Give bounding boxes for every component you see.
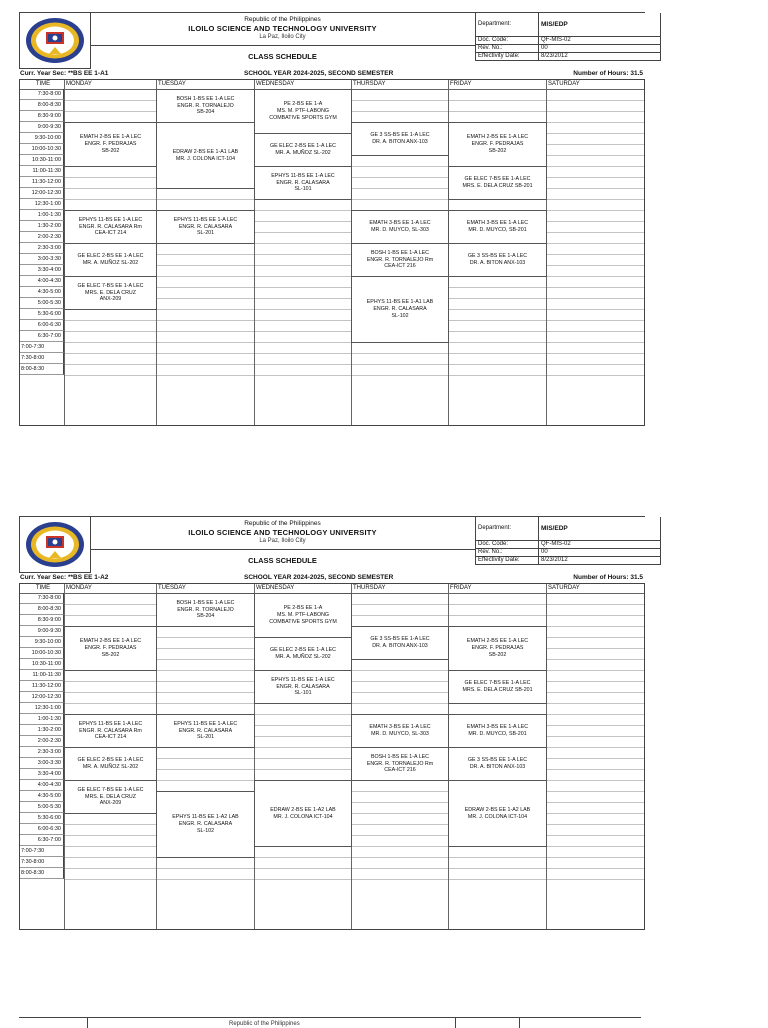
class-subject: BOSH 1-BS EE 1-A LEC <box>176 95 235 102</box>
time-slot-label: 12:30-1:00 <box>20 199 64 210</box>
time-slot-label: 1:00-1:30 <box>20 210 64 221</box>
class-block <box>351 626 449 660</box>
school-year-label: SCHOOL YEAR 2024-2025, SECOND SEMESTER <box>244 574 394 581</box>
time-slot-label: 7:30-8:00 <box>20 857 64 868</box>
schedule-grid <box>19 583 645 930</box>
class-block <box>64 626 157 671</box>
day-header: TIME <box>35 585 51 591</box>
meta-value: MIS/EDP <box>539 13 661 37</box>
class-subject: GE 3 SS-BS EE 1-A LEC <box>467 757 528 764</box>
class-subject: GE 3 SS-BS EE 1-A LEC <box>467 253 528 260</box>
class-subject: GE ELEC 2-BS EE 1-A LEC <box>270 143 336 150</box>
class-block <box>351 210 449 244</box>
time-slot-label: 10:30-11:00 <box>20 155 64 166</box>
class-block <box>448 122 547 167</box>
class-detail: COMBATIVE SPORTS GYM <box>269 114 337 121</box>
class-subject: EDRAW 2-BS EE 1-A2 LAB <box>464 806 531 813</box>
class-subject: EMATH 2-BS EE 1-A LEC <box>466 134 529 141</box>
class-block <box>64 747 157 781</box>
time-slot-label: 9:30-10:00 <box>20 133 64 144</box>
class-subject: GE ELEC 2-BS EE 1-A LEC <box>270 647 336 654</box>
class-subject: EMATH 3-BS EE 1-A LEC <box>369 724 431 731</box>
republic-label: Republic of the Philippines <box>244 520 321 527</box>
class-block <box>448 714 547 748</box>
time-slot-label: 3:00-3:30 <box>20 758 64 769</box>
class-subject: EPHYS 11-BS EE 1-A1 LAB <box>366 299 434 306</box>
time-slot-label: 6:30-7:00 <box>20 835 64 846</box>
document-title: CLASS SCHEDULE <box>90 45 475 68</box>
class-schedule-sheet <box>19 516 645 930</box>
meta-value: MIS/EDP <box>539 517 661 541</box>
class-detail: MS. M. PTF-LABONG <box>276 108 330 115</box>
time-slot-label: 4:30-5:00 <box>20 287 64 298</box>
university-city: La Paz, Iloilo City <box>259 34 306 40</box>
class-block <box>64 210 157 244</box>
class-detail: ENGR. F. PEDRAJAS <box>84 645 137 652</box>
class-detail: ENGR. R. CALASARA <box>276 179 330 186</box>
class-detail: CEA-ICT 214 <box>94 230 127 237</box>
time-slot-label: 5:00-5:30 <box>20 802 64 813</box>
class-block <box>156 791 255 858</box>
class-block <box>448 670 547 704</box>
hours-label: Number of Hours: 31.5 <box>573 574 643 581</box>
class-subject: EMATH 3-BS EE 1-A LEC <box>466 220 529 227</box>
time-slot-label: 2:00-2:30 <box>20 232 64 243</box>
time-slot-label: 7:30-8:00 <box>20 353 64 364</box>
class-detail: MS. M. PTF-LABONG <box>276 612 330 619</box>
class-detail: MRS. E. DELA CRUZ <box>85 289 136 296</box>
class-subject: GE ELEC 7-BS EE 1-A LEC <box>464 680 531 687</box>
time-slot-label: 5:30-6:00 <box>20 309 64 320</box>
time-slot-label: 9:00-9:30 <box>20 122 64 133</box>
time-slot-label: 8:00-8:30 <box>20 604 64 615</box>
class-detail: ENGR. R. TORNALEJO <box>177 102 234 109</box>
class-subject: PE 2-BS EE 1-A <box>283 605 323 612</box>
class-detail: ENGR. R. CALASARA <box>178 223 233 230</box>
republic-label: Republic of the Philippines <box>244 16 321 23</box>
time-slot-label: 6:00-6:30 <box>20 824 64 835</box>
class-detail: MRS. E. DELA CRUZ SB-201 <box>462 183 533 189</box>
class-block <box>351 714 449 748</box>
time-slot-label: 1:30-2:00 <box>20 221 64 232</box>
time-slot-label: 8:00-8:30 <box>20 364 64 375</box>
time-slot-label: 12:00-12:30 <box>20 692 64 703</box>
class-detail: DR. A. BITON ANX-103 <box>372 643 428 649</box>
class-block <box>448 780 547 847</box>
time-slot-label: 1:00-1:30 <box>20 714 64 725</box>
school-year-label: SCHOOL YEAR 2024-2025, SECOND SEMESTER <box>244 70 394 77</box>
time-slot-label: 8:30-9:00 <box>20 111 64 122</box>
class-block <box>64 122 157 167</box>
class-block <box>64 714 157 748</box>
time-slot-label: 7:00-7:30 <box>20 846 64 857</box>
class-detail: CEA-ICT 214 <box>94 734 127 741</box>
class-detail: SL-102 <box>196 827 215 834</box>
class-subject: BOSH 1-BS EE 1-A LEC <box>371 753 429 760</box>
meta-value: QF-MIS-02 <box>539 541 661 549</box>
meta-label: Doc. Code: <box>476 541 539 549</box>
day-header: MONDAY <box>66 585 92 591</box>
time-slot-label: 4:30-5:00 <box>20 791 64 802</box>
time-slot-label: 7:00-7:30 <box>20 342 64 353</box>
class-detail: MR. D. MUYCO, SL-303 <box>371 227 429 233</box>
class-detail: SL-201 <box>196 230 215 237</box>
class-block <box>351 122 449 156</box>
day-header: TIME <box>35 81 51 87</box>
class-subject: EMATH 2-BS EE 1-A LEC <box>79 638 142 645</box>
class-subject: GE ELEC 2-BS EE 1-A LEC <box>77 253 144 260</box>
class-block <box>448 166 547 200</box>
class-subject: EMATH 3-BS EE 1-A LEC <box>466 724 529 731</box>
document-header <box>19 516 645 573</box>
class-detail: SL-201 <box>196 734 215 741</box>
time-slot-label: 3:30-4:00 <box>20 265 64 276</box>
class-subject: PE 2-BS EE 1-A <box>283 101 323 108</box>
time-slot-label: 8:30-9:00 <box>20 615 64 626</box>
time-slot-label: 1:30-2:00 <box>20 725 64 736</box>
class-block <box>254 670 352 704</box>
class-block <box>254 89 352 134</box>
class-detail: ENGR. F. PEDRAJAS <box>471 645 524 652</box>
class-block <box>351 243 449 277</box>
class-subject: EDRAW 2-BS EE 1-A1 LAB <box>172 148 239 155</box>
next-sheet-header-partial <box>19 1017 641 1028</box>
time-slot-label: 10:00-10:30 <box>20 648 64 659</box>
hours-label: Number of Hours: 31.5 <box>573 70 643 77</box>
time-slot-label: 3:30-4:00 <box>20 769 64 780</box>
meta-label: Effectivity Date: <box>476 557 539 565</box>
header-center <box>90 517 475 572</box>
class-detail: DR. A. BITON ANX-103 <box>469 764 526 770</box>
meta-value: 8/23/2012 <box>539 53 661 61</box>
meta-label: Department: <box>476 517 539 541</box>
time-slot-label: 7:30-8:00 <box>20 89 64 100</box>
class-detail: CEA-ICT 216 <box>384 767 416 774</box>
class-detail: MR. A. MUÑOZ SL-202 <box>275 150 331 156</box>
class-subject: EPHYS 11-BS EE 1-A2 LAB <box>172 814 239 821</box>
class-subject: EPHYS 11-BS EE 1-A LEC <box>78 216 143 223</box>
class-detail: ENGR. R. TORNALEJO Rm <box>366 760 434 767</box>
class-detail: SB-202 <box>101 651 120 658</box>
class-subject: EMATH 3-BS EE 1-A LEC <box>369 220 431 227</box>
class-block <box>351 276 449 343</box>
class-block <box>64 276 157 310</box>
section-label: Curr. Year Sec: **BS EE 1-A2 <box>20 574 109 581</box>
meta-value: QF-MIS-02 <box>539 37 661 45</box>
day-header: FRIDAY <box>450 81 472 87</box>
class-detail: SB-202 <box>101 147 120 154</box>
class-detail: SB-202 <box>488 147 507 154</box>
class-detail: COMBATIVE SPORTS GYM <box>269 618 337 625</box>
university-seal-logo <box>20 517 91 573</box>
class-detail: ENGR. R. TORNALEJO <box>177 606 234 613</box>
class-block <box>156 210 255 244</box>
class-subject: EPHYS 11-BS EE 1-A LEC <box>271 172 335 179</box>
university-city: La Paz, Iloilo City <box>259 538 306 544</box>
class-subject: BOSH 1-BS EE 1-A LEC <box>371 249 429 256</box>
class-subject: GE ELEC 7-BS EE 1-A LEC <box>464 176 531 183</box>
class-block <box>156 89 255 123</box>
time-slot-label: 2:00-2:30 <box>20 736 64 747</box>
class-block <box>64 243 157 277</box>
time-slot-label: 8:00-8:30 <box>20 868 64 879</box>
class-block <box>254 593 352 638</box>
class-subject: EPHYS 11-BS EE 1-A LEC <box>78 720 143 727</box>
document-meta-table <box>475 13 661 61</box>
meta-label: Doc. Code: <box>476 37 539 45</box>
time-slot-label: 10:00-10:30 <box>20 144 64 155</box>
class-detail: ENGR. R. CALASARA <box>276 683 330 690</box>
meta-value: 00 <box>539 45 661 53</box>
meta-label: Effectivity Date: <box>476 53 539 61</box>
class-detail: DR. A. BITON ANX-103 <box>372 139 428 145</box>
class-detail: MR. A. MUÑOZ SL-202 <box>82 260 139 266</box>
class-subject: BOSH 1-BS EE 1-A LEC <box>176 599 235 606</box>
meta-label: Department: <box>476 13 539 37</box>
university-seal-logo <box>20 13 91 69</box>
class-detail: MR. D. MUYCO, SB-201 <box>468 227 527 233</box>
class-detail: MR. D. MUYCO, SL-303 <box>371 731 429 737</box>
class-detail: MR. A. MUÑOZ SL-202 <box>275 654 331 660</box>
day-header: TUESDAY <box>158 585 186 591</box>
time-slot-label: 8:00-8:30 <box>20 100 64 111</box>
meta-label: Rev. No.: <box>476 45 539 53</box>
document-title: CLASS SCHEDULE <box>90 549 475 572</box>
class-subject: GE 3 SS-BS EE 1-A LEC <box>370 636 430 643</box>
document-header <box>19 12 645 69</box>
time-slot-label: 5:30-6:00 <box>20 813 64 824</box>
time-slot-label: 6:30-7:00 <box>20 331 64 342</box>
time-slot-label: 9:00-9:30 <box>20 626 64 637</box>
class-block <box>351 747 449 781</box>
class-subject: GE ELEC 7-BS EE 1-A LEC <box>77 282 144 289</box>
class-schedule-sheet <box>19 12 645 426</box>
section-info-row <box>19 573 645 583</box>
day-header: THURSDAY <box>353 585 386 591</box>
class-subject: EMATH 2-BS EE 1-A LEC <box>466 638 529 645</box>
meta-label: Rev. No.: <box>476 549 539 557</box>
class-detail: ENGR. R. CALASARA Rm <box>79 223 142 230</box>
class-detail: SL-101 <box>294 186 312 193</box>
class-detail: SL-101 <box>294 690 312 697</box>
class-block <box>448 626 547 671</box>
day-header: MONDAY <box>66 81 92 87</box>
class-subject: EPHYS 11-BS EE 1-A LEC <box>173 720 238 727</box>
class-subject: EDRAW 2-BS EE 1-A2 LAB <box>270 806 336 813</box>
class-detail: MR. J. COLONA ICT-104 <box>273 813 333 820</box>
day-header: WEDNESDAY <box>256 81 295 87</box>
class-detail: DR. A. BITON ANX-103 <box>469 260 526 266</box>
schedule-grid <box>19 79 645 426</box>
class-block <box>156 593 255 627</box>
time-slot-label: 4:00-4:30 <box>20 276 64 287</box>
class-block <box>156 122 255 189</box>
class-detail: ENGR. F. PEDRAJAS <box>84 141 137 148</box>
class-block <box>254 637 352 671</box>
time-slot-label: 5:00-5:30 <box>20 298 64 309</box>
republic-label: Republic of the Philippines <box>229 1021 300 1027</box>
day-header: SATURDAY <box>548 81 580 87</box>
day-header: THURSDAY <box>353 81 386 87</box>
time-slot-label: 11:00-11:30 <box>20 166 64 177</box>
time-slot-label: 10:30-11:00 <box>20 659 64 670</box>
class-subject: EMATH 2-BS EE 1-A LEC <box>79 134 142 141</box>
class-subject: EPHYS 11-BS EE 1-A LEC <box>271 676 335 683</box>
class-subject: GE ELEC 7-BS EE 1-A LEC <box>77 786 144 793</box>
time-slot-label: 12:00-12:30 <box>20 188 64 199</box>
class-detail: ENGR. R. TORNALEJO Rm <box>366 256 434 263</box>
class-detail: MR. A. MUÑOZ SL-202 <box>82 764 139 770</box>
class-block <box>64 780 157 814</box>
university-name: ILOILO SCIENCE AND TECHNOLOGY UNIVERSITY <box>188 528 377 537</box>
time-slot-label: 11:30-12:00 <box>20 681 64 692</box>
class-detail: ENGR. R. CALASARA <box>178 821 233 828</box>
time-slot-label: 7:30-8:00 <box>20 593 64 604</box>
section-label: Curr. Year Sec: **BS EE 1-A1 <box>20 70 109 77</box>
meta-value: 00 <box>539 549 661 557</box>
university-name: ILOILO SCIENCE AND TECHNOLOGY UNIVERSITY <box>188 24 377 33</box>
class-detail: CEA-ICT 216 <box>384 263 416 270</box>
class-block <box>254 133 352 167</box>
day-header: SATURDAY <box>548 585 580 591</box>
header-center <box>90 13 475 68</box>
class-subject: GE ELEC 2-BS EE 1-A LEC <box>77 757 144 764</box>
document-meta-table <box>475 517 661 565</box>
class-detail: ANX-209 <box>99 296 122 303</box>
class-block <box>254 166 352 200</box>
day-header: FRIDAY <box>450 585 472 591</box>
time-slot-label: 9:30-10:00 <box>20 637 64 648</box>
section-info-row <box>19 69 645 79</box>
class-subject: EPHYS 11-BS EE 1-A LEC <box>173 216 238 223</box>
class-detail: SB-202 <box>488 651 507 658</box>
class-block <box>448 243 547 277</box>
class-detail: MR. J. COLONA ICT-104 <box>467 813 528 820</box>
time-slot-label: 11:30-12:00 <box>20 177 64 188</box>
class-detail: SL-102 <box>391 312 409 319</box>
class-block <box>254 780 352 847</box>
class-block <box>448 747 547 781</box>
class-detail: MR. J. COLONA ICT-104 <box>175 155 236 162</box>
time-slot-label: 6:00-6:30 <box>20 320 64 331</box>
day-header: WEDNESDAY <box>256 585 295 591</box>
class-detail: ANX-209 <box>99 800 122 807</box>
class-detail: MRS. E. DELA CRUZ <box>85 793 136 800</box>
meta-value: 8/23/2012 <box>539 557 661 565</box>
class-detail: ENGR. R. CALASARA <box>373 306 427 313</box>
time-slot-label: 2:30-3:00 <box>20 243 64 254</box>
class-block <box>156 714 255 748</box>
class-detail: MR. D. MUYCO, SB-201 <box>468 731 527 737</box>
time-slot-label: 12:30-1:00 <box>20 703 64 714</box>
class-detail: ENGR. R. CALASARA Rm <box>79 727 142 734</box>
class-detail: SB-204 <box>196 109 215 116</box>
class-detail: ENGR. R. CALASARA <box>178 727 233 734</box>
class-block <box>448 210 547 244</box>
class-detail: MRS. E. DELA CRUZ SB-201 <box>462 687 533 693</box>
day-header: TUESDAY <box>158 81 186 87</box>
time-slot-label: 2:30-3:00 <box>20 747 64 758</box>
time-slot-label: 3:00-3:30 <box>20 254 64 265</box>
class-detail: ENGR. F. PEDRAJAS <box>471 141 524 148</box>
class-subject: GE 3 SS-BS EE 1-A LEC <box>370 132 430 139</box>
time-slot-label: 11:00-11:30 <box>20 670 64 681</box>
class-detail: SB-204 <box>196 613 215 620</box>
time-slot-label: 4:00-4:30 <box>20 780 64 791</box>
